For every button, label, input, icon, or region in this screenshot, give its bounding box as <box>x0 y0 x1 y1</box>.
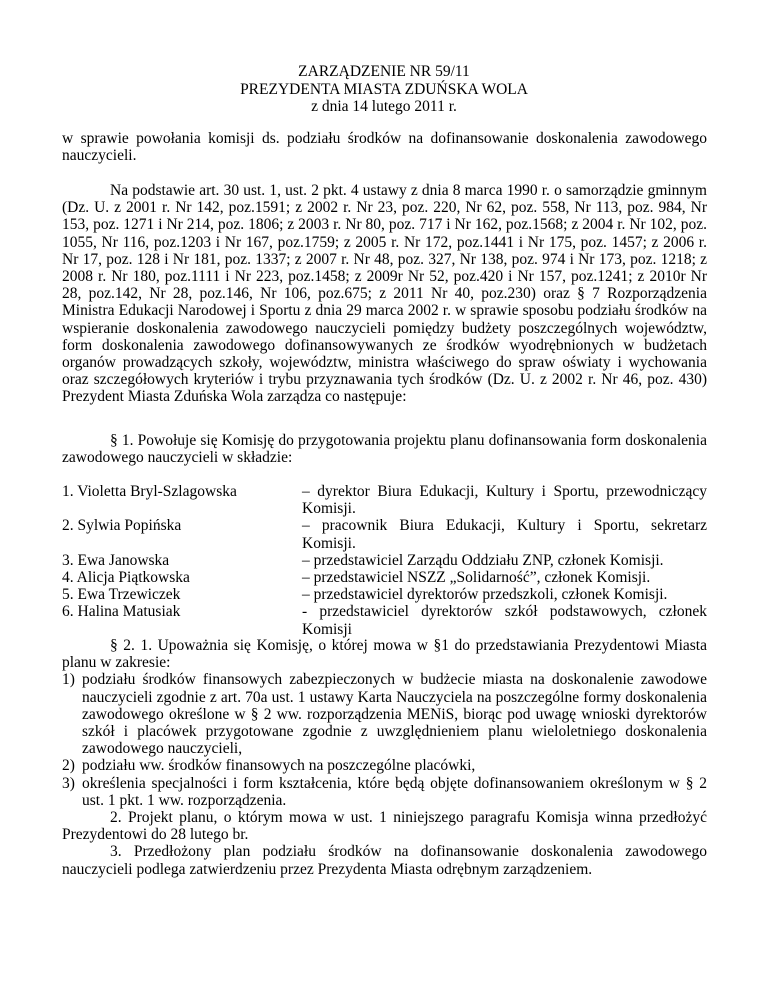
member-name: 5. Ewa Trzewiczek <box>62 586 181 604</box>
section-2-paragraph-2: 2. Projekt planu, o którym mowa w ust. 1 niniejszego paragrafu Komisja winna przedłożyć Prezydentowi do 28 lutego br. <box>62 809 707 844</box>
member-name: 2. Sylwia Popińska <box>62 517 182 535</box>
section-2 <box>62 637 707 878</box>
member-role: – przedstawiciel NSZZ „Solidarność”, członek Komisji. <box>302 569 651 587</box>
list-item-text: podziału środków finansowych zabezpieczonych w budżecie miasta na doskonalenie zawodowe nauczycieli zgodnie z art. 70a ust. 1 ustawy Karta Nauczyciela na poszczególne formy doskonalenia zawodowego określone w § 2 ww. rozporządzenia MENiS, biorąc pod uwagę wnioski dyrektorów szkół i placówek przygotowane zgodnie z uwzględnieniem planu wieloletniego doskonalenia zawodowego nauczycieli, <box>82 671 707 758</box>
order-number: ZARZĄDZENIE NR 59/11 <box>298 63 470 80</box>
member-name: 1. Violetta Bryl-Szlagowska <box>62 483 237 500</box>
list-item <box>62 775 707 809</box>
legal-basis-paragraph: Na podstawie art. 30 ust. 1, ust. 2 pkt. 4 ustawy z dnia 8 marca 1990 r. o samorządzie gminnym (Dz. U. z 2001 r. Nr 142, poz.1591; z 2002 r. Nr 23, poz. 220, Nr 62, poz. 558, Nr 113, poz. 984, Nr 153, poz. 1271 i Nr 214, poz. 1806; z 2003 r. Nr 80, poz. 717 i Nr 162, poz.1568; z 2004 r. Nr 102, poz. 1055, Nr 116, poz.1203 i Nr 167, poz.1759; z 2005 r. Nr 172, poz.1441 i Nr 175, poz. 1457; z 2006 r. Nr 17, poz. 128 i Nr 181, poz. 1337; z 2007 r. Nr 48, poz. 327, Nr 138, poz. 974 i Nr 173, poz. 1218; z 2008 r. Nr 180, poz.1111 i Nr 223, poz.1458; z 2009r Nr 52, poz.420 i Nr 157, poz.1241; z 2010r Nr 28, poz.142, Nr 28, poz.146, Nr 106, poz.675; z 2011 Nr 40, poz.230) oraz § 7 Rozporządzenia Ministra Edukacji Narodowej i Sportu z dnia 29 marca 2002 r. w sprawie sposobu podziału środków na wspieranie doskonalenia zawodowego nauczycieli pomiędzy budżety poszczególnych województw, form doskonalenia zawodowego dofinansowywanych ze środków wyodrębnionych w budżetach organów prowadzących szkoły, województw, ministra właściwego do spraw oświaty i wychowania oraz szczegółowych kryteriów i trybu przyznawania tych środków (Dz. U. z 2002 r. Nr 46, poz. 430) Prezydent Miasta Zduńska Wola zarządza co następuje: <box>62 182 707 406</box>
list-item-text: określenia specjalności i form kształcenia, które będą objęte dofinansowaniem określonym w § 2 ust. 1 pkt. 1 ww. rozporządzenia. <box>82 774 707 809</box>
member-name: 6. Halina Matusiak <box>62 603 181 621</box>
document-header <box>0 63 768 116</box>
member-name: 4. Alicja Piątkowska <box>62 569 190 587</box>
member-role: – pracownik Biura Edukacji, Kultury i Sportu, sekretarz Komisji. <box>302 517 707 552</box>
list-item-number: 1) <box>62 671 75 689</box>
member-row <box>62 586 707 603</box>
member-role: – przedstawiciel Zarządu Oddziału ZNP, członek Komisji. <box>302 551 664 569</box>
section-2-paragraph-3: 3. Przedłożony plan podziału środków na dofinansowanie doskonalenia zawodowego nauczycieli podlega zatwierdzeniu przez Prezydenta Miasta odrębnym zarządzeniem. <box>62 843 707 878</box>
member-role: – dyrektor Biura Edukacji, Kultury i Sportu, przewodniczący Komisji. <box>302 483 707 518</box>
member-row <box>62 552 707 569</box>
list-item-number: 2) <box>62 757 75 775</box>
member-role: – przedstawiciel dyrektorów przedszkoli, członek Komisji. <box>302 586 668 604</box>
member-row <box>62 569 707 586</box>
section-2-intro: § 2. 1. Upoważnia się Komisję, o której mowa w §1 do przedstawiania Prezydentowi Miasta planu w zakresie: <box>62 637 707 672</box>
subject-paragraph: w sprawie powołania komisji ds. podziału środków na dofinansowanie doskonalenia zawodowego nauczycieli. <box>62 130 707 165</box>
member-row <box>62 603 707 637</box>
member-role: - przedstawiciel dyrektorów szkół podstawowych, członek Komisji <box>302 603 707 638</box>
issuer: PREZYDENTA MIASTA ZDUŃSKA WOLA <box>240 80 528 98</box>
member-row <box>62 517 707 551</box>
order-date: z dnia 14 lutego 2011 r. <box>311 98 457 116</box>
member-name: 3. Ewa Janowska <box>62 551 170 569</box>
section-1-paragraph: § 1. Powołuje się Komisję do przygotowania projektu planu dofinansowania form doskonalenia zawodowego nauczycieli w składzie: <box>62 432 707 467</box>
member-row <box>62 483 707 517</box>
list-item-number: 3) <box>62 774 75 792</box>
commission-members-list <box>62 483 707 638</box>
list-item <box>62 671 707 757</box>
list-item <box>62 757 707 774</box>
list-item-text: podziału ww. środków finansowych na poszczególne placówki, <box>82 757 476 775</box>
section-2-items <box>62 671 707 809</box>
